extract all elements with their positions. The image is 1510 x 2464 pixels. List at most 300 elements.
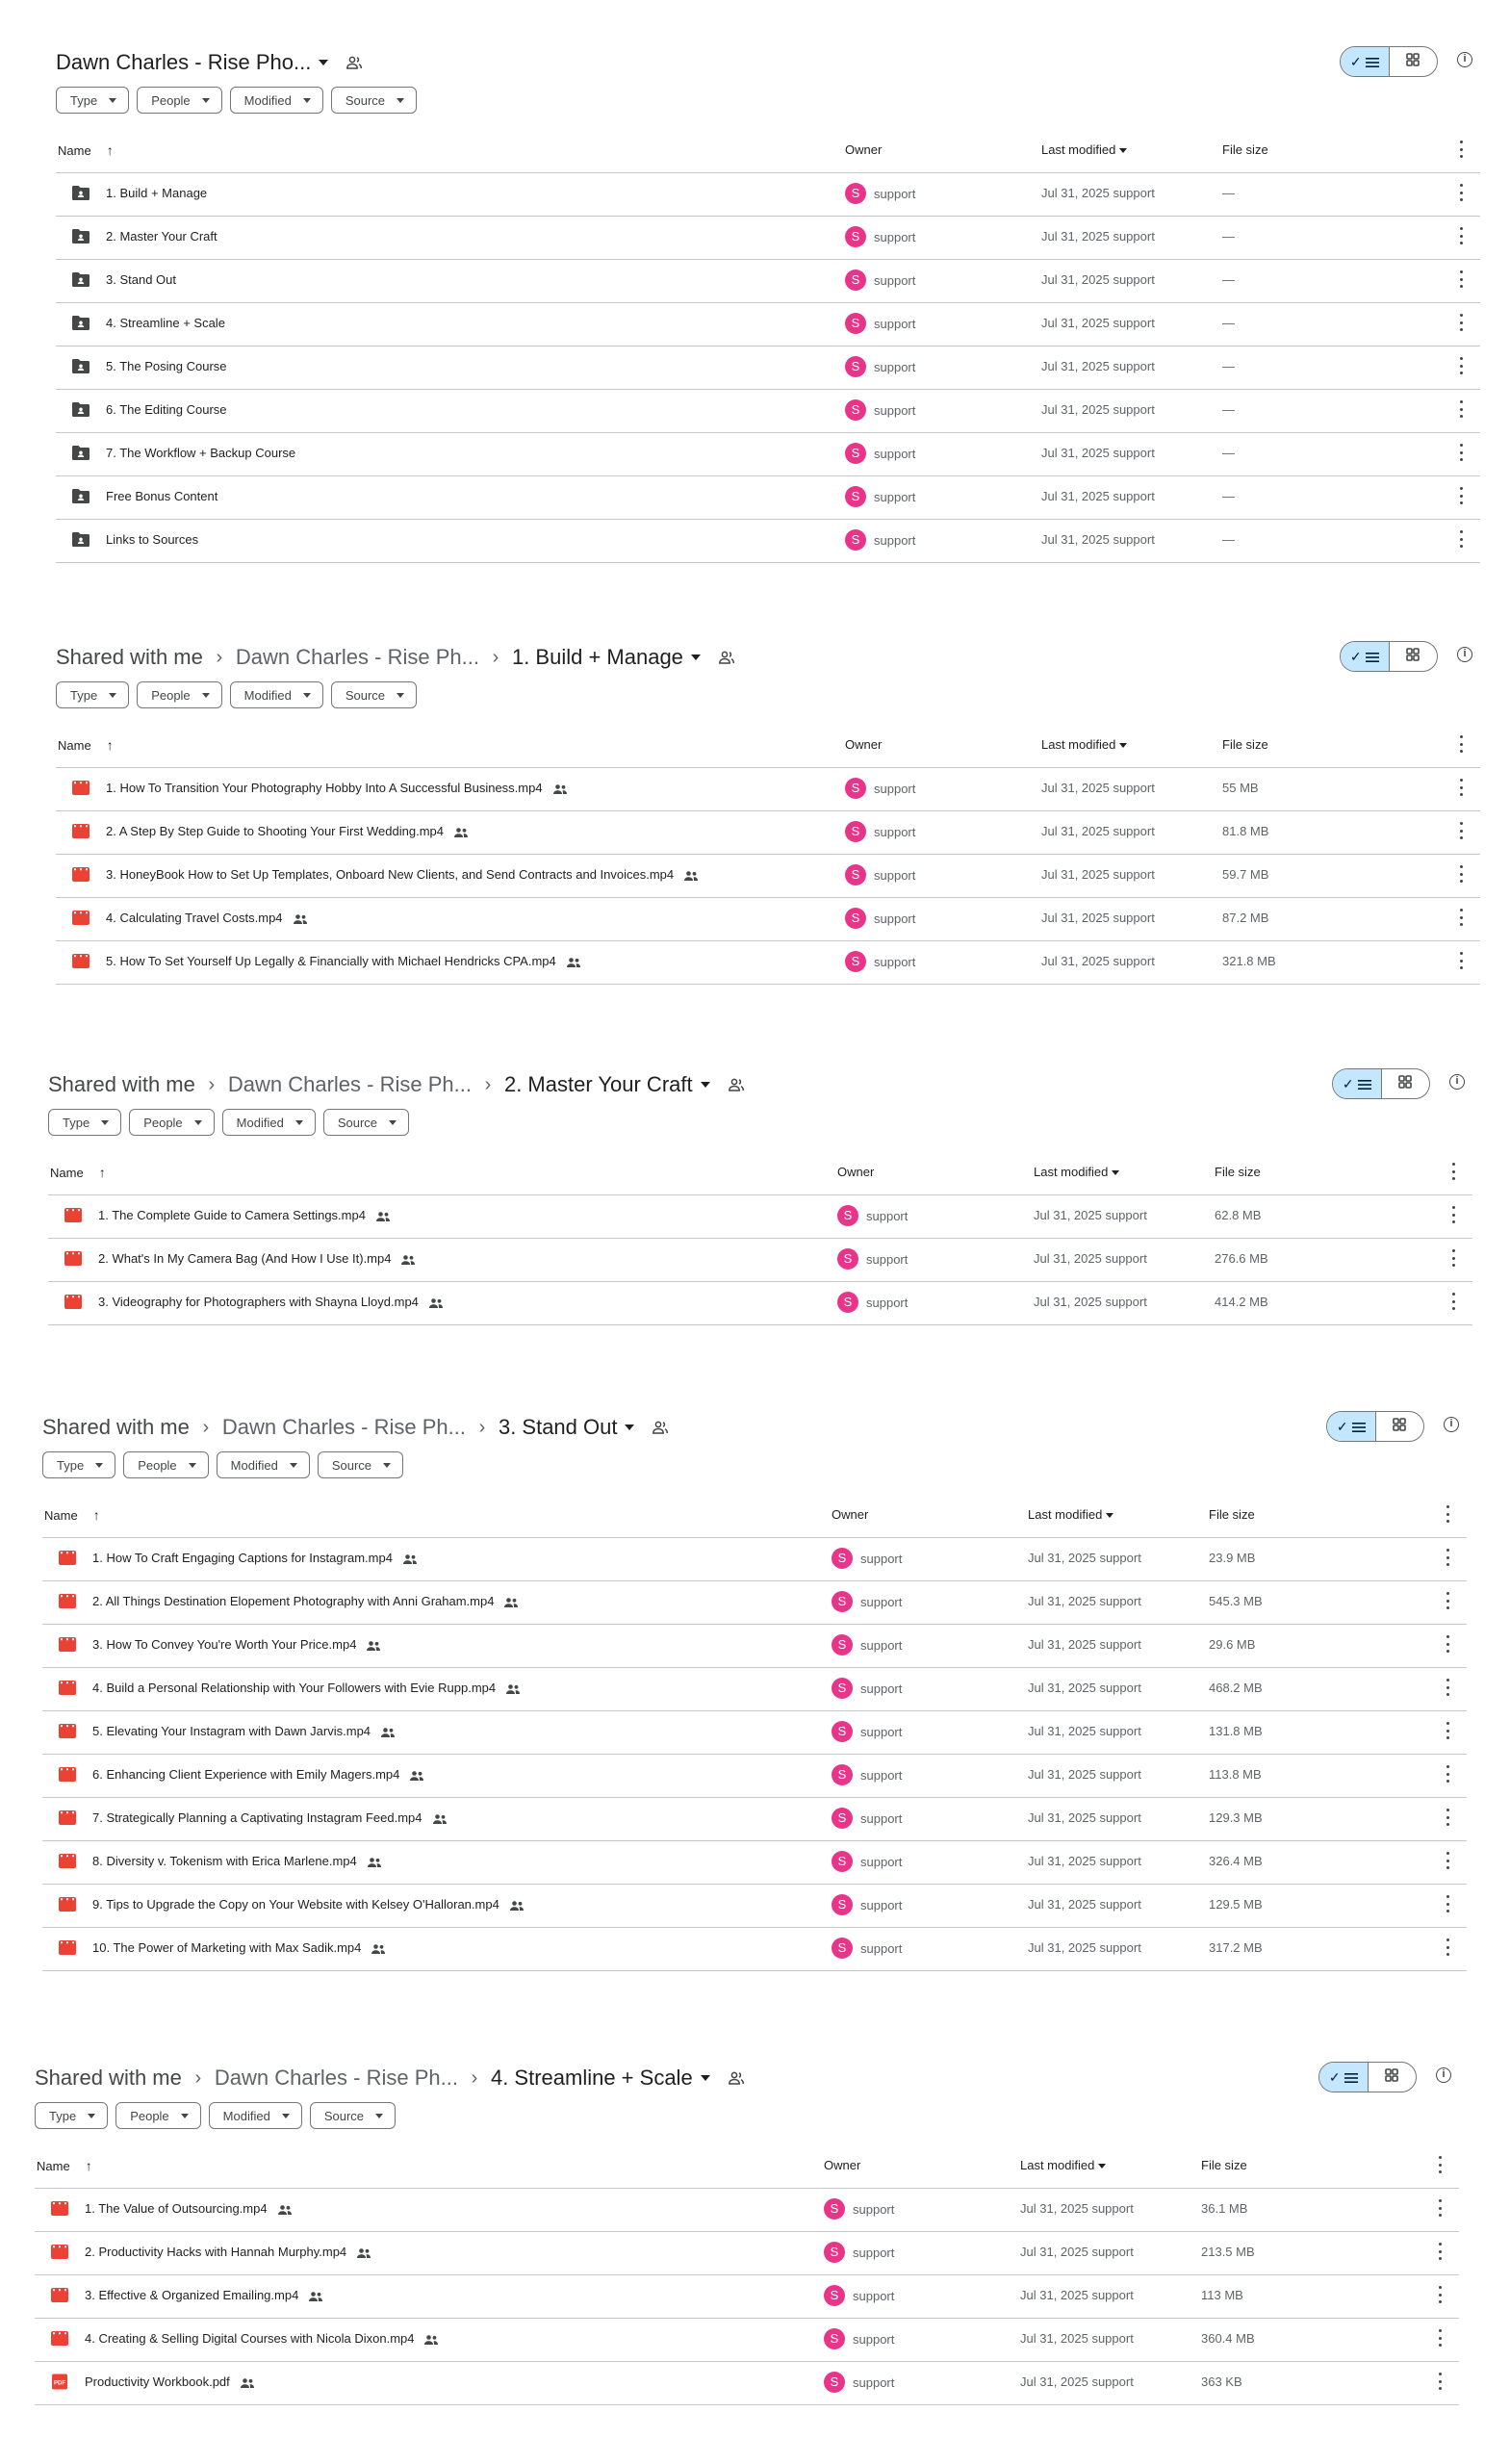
file-name-text: 1. The Value of Outsourcing.mp4: [85, 2201, 268, 2216]
chevron-down-icon: [88, 2114, 95, 2118]
file-name[interactable]: [106, 489, 218, 503]
avatar[interactable]: S: [832, 1634, 853, 1656]
more-actions-icon[interactable]: [1459, 865, 1463, 883]
check-icon: ✓: [1349, 53, 1362, 69]
avatar[interactable]: S: [832, 1894, 853, 1915]
list-view-button[interactable]: [1319, 2063, 1369, 2092]
more-actions-icon[interactable]: [1446, 1549, 1449, 1566]
grid-icon: [1406, 648, 1420, 666]
more-actions-icon[interactable]: [1459, 270, 1463, 288]
file-name[interactable]: [106, 359, 227, 373]
more-actions-icon[interactable]: [1446, 1809, 1449, 1826]
filter-chip-label: People: [151, 92, 191, 108]
chevron-down-icon: [303, 693, 311, 698]
avatar[interactable]: S: [845, 399, 866, 421]
file-name[interactable]: [98, 1251, 416, 1266]
video-icon: [50, 2244, 69, 2260]
file-name[interactable]: [106, 867, 699, 882]
more-actions-icon[interactable]: [1459, 400, 1463, 418]
filter-chip-modified[interactable]: [230, 87, 323, 114]
file-name-text: Links to Sources: [106, 532, 199, 547]
sort-dropdown-icon[interactable]: [1098, 2164, 1106, 2169]
breadcrumb-item[interactable]: Shared with me: [48, 1072, 195, 1096]
column-header-name[interactable]: [50, 1165, 106, 1180]
shared-people-icon: [453, 827, 469, 838]
table-row[interactable]: [35, 2274, 1459, 2319]
last-modified: Jul 31, 2025 support: [1041, 272, 1155, 287]
column-header-name[interactable]: [58, 142, 114, 158]
table-row[interactable]: [48, 1194, 1472, 1239]
table-row[interactable]: [35, 2361, 1459, 2405]
avatar[interactable]: S: [837, 1292, 858, 1313]
shared-folder-people-icon: [718, 650, 735, 665]
video-icon: [58, 1766, 77, 1783]
file-name[interactable]: [98, 1208, 391, 1222]
owner-name: support: [874, 824, 916, 839]
filter-chip-people[interactable]: [137, 681, 221, 708]
list-view-button[interactable]: [1341, 47, 1390, 76]
list-icon: [1362, 54, 1379, 69]
table-row[interactable]: [35, 2188, 1459, 2232]
info-icon[interactable]: i: [1449, 1074, 1465, 1090]
column-header-file-size[interactable]: File size: [1215, 1165, 1261, 1179]
shared-people-icon: [380, 1727, 396, 1738]
folder-menu-dropdown-icon[interactable]: [701, 2075, 710, 2081]
filter-chip-type[interactable]: [35, 2102, 108, 2129]
more-actions-icon[interactable]: [1459, 952, 1463, 969]
more-actions-icon[interactable]: [1446, 1679, 1449, 1696]
more-actions-icon[interactable]: [1459, 530, 1463, 548]
check-icon: ✓: [1342, 1075, 1354, 1091]
sort-arrow-up-icon[interactable]: ↑: [106, 737, 114, 753]
shared-folder-people-icon: [652, 1420, 669, 1435]
table-row[interactable]: [42, 1624, 1467, 1668]
list-view-button[interactable]: [1333, 1069, 1382, 1098]
filter-chip-modified[interactable]: [217, 1451, 310, 1478]
last-modified: Jul 31, 2025 support: [1041, 954, 1155, 968]
owner-name: support: [853, 2201, 895, 2217]
file-name-text: 4. Calculating Travel Costs.mp4: [106, 911, 283, 925]
owner-name: support: [860, 1724, 903, 1739]
file-name[interactable]: [85, 2331, 439, 2346]
video-icon: [64, 1250, 83, 1267]
table-row[interactable]: [56, 302, 1480, 346]
file-name-text: 7. The Workflow + Backup Course: [106, 446, 296, 460]
shared-people-icon: [308, 2291, 323, 2302]
table-row[interactable]: [42, 1884, 1467, 1928]
filter-chip-type[interactable]: [56, 87, 129, 114]
column-header-last-modified[interactable]: [1041, 737, 1127, 752]
table-row[interactable]: [56, 346, 1480, 390]
breadcrumb-item[interactable]: Shared with me: [56, 645, 203, 669]
avatar[interactable]: S: [845, 951, 866, 972]
grid-view-button[interactable]: [1376, 1412, 1424, 1441]
avatar[interactable]: S: [824, 2198, 845, 2220]
breadcrumb-item[interactable]: Dawn Charles - Rise Ph...: [235, 645, 479, 669]
file-size: —: [1222, 229, 1235, 244]
info-icon[interactable]: i: [1444, 1417, 1459, 1432]
avatar[interactable]: S: [845, 356, 866, 377]
shared-folder-icon: [71, 358, 90, 374]
avatar[interactable]: S: [845, 864, 866, 886]
file-name[interactable]: [106, 954, 581, 968]
column-header-last-modified[interactable]: [1020, 2158, 1106, 2172]
avatar[interactable]: S: [832, 1721, 853, 1742]
table-row[interactable]: [56, 810, 1480, 855]
chevron-down-icon: [202, 693, 210, 698]
more-actions-icon[interactable]: [1438, 2373, 1442, 2390]
more-actions-icon[interactable]: [1459, 314, 1463, 331]
file-name-text: 1. How To Craft Engaging Captions for Instagram.mp4: [92, 1551, 393, 1565]
more-actions-icon[interactable]: [1459, 227, 1463, 244]
breadcrumb-item[interactable]: Dawn Charles - Rise Ph...: [221, 1415, 466, 1439]
sort-dropdown-icon[interactable]: [1112, 1170, 1119, 1175]
table-row[interactable]: [42, 1537, 1467, 1581]
chevron-down-icon: [282, 2114, 290, 2118]
file-name[interactable]: [85, 2288, 323, 2302]
more-actions-icon[interactable]: [1438, 2286, 1442, 2303]
avatar[interactable]: S: [832, 1808, 853, 1829]
avatar[interactable]: S: [824, 2242, 845, 2263]
filter-chip-label: People: [143, 1115, 183, 1130]
breadcrumb-item[interactable]: Shared with me: [35, 2066, 182, 2090]
more-actions-icon[interactable]: [1446, 1635, 1449, 1653]
filter-chip-modified[interactable]: [222, 1109, 316, 1136]
list-view-button[interactable]: [1341, 642, 1390, 671]
chevron-down-icon: [194, 1120, 202, 1125]
shared-people-icon: [402, 1553, 418, 1565]
file-name[interactable]: [106, 316, 225, 330]
video-icon: [58, 1723, 77, 1739]
sort-dropdown-icon[interactable]: [1119, 743, 1127, 748]
table-row[interactable]: [56, 216, 1480, 260]
owner-name: support: [874, 489, 916, 504]
current-folder-title[interactable]: Dawn Charles - Rise Pho...: [56, 50, 312, 74]
table-row[interactable]: [42, 1710, 1467, 1755]
sort-dropdown-icon[interactable]: [1106, 1513, 1113, 1518]
breadcrumb: [35, 2066, 745, 2091]
table-row[interactable]: [42, 1840, 1467, 1885]
avatar[interactable]: S: [837, 1248, 858, 1270]
grid-view-button[interactable]: [1382, 1069, 1430, 1098]
sort-arrow-up-icon[interactable]: ↑: [98, 1165, 106, 1180]
column-header-label: Last modified: [1041, 142, 1116, 157]
filter-chip-people[interactable]: [123, 1451, 208, 1478]
shared-folder-icon: [71, 488, 90, 504]
column-header-file-size[interactable]: File size: [1201, 2158, 1247, 2172]
pdf-icon: [50, 2374, 69, 2390]
file-size: —: [1222, 402, 1235, 417]
more-actions-icon[interactable]: [1446, 1938, 1449, 1956]
column-header-last-modified[interactable]: [1034, 1165, 1119, 1179]
avatar[interactable]: S: [832, 1851, 853, 1872]
file-name[interactable]: [106, 532, 198, 547]
file-name[interactable]: [106, 446, 295, 460]
table-row[interactable]: [42, 1927, 1467, 1971]
table-row[interactable]: [56, 519, 1480, 563]
file-name[interactable]: [106, 824, 469, 838]
column-header-owner[interactable]: Owner: [845, 142, 883, 157]
file-name[interactable]: [92, 1681, 521, 1695]
grid-view-button[interactable]: [1390, 47, 1438, 76]
file-name[interactable]: [106, 781, 568, 795]
more-actions-icon[interactable]: [1459, 444, 1463, 461]
avatar[interactable]: S: [845, 226, 866, 247]
column-header-owner[interactable]: Owner: [845, 737, 883, 752]
info-icon[interactable]: i: [1457, 52, 1472, 67]
file-name[interactable]: [92, 1767, 424, 1782]
sort-arrow-up-icon[interactable]: ↑: [106, 142, 114, 158]
folder-menu-dropdown-icon[interactable]: [625, 1424, 634, 1430]
more-actions-icon[interactable]: [1451, 1293, 1455, 1310]
breadcrumb-item[interactable]: Dawn Charles - Rise Ph...: [214, 2066, 458, 2090]
folder-menu-dropdown-icon[interactable]: [701, 1082, 710, 1088]
column-header-name[interactable]: [44, 1507, 100, 1523]
more-actions-icon[interactable]: [1459, 357, 1463, 374]
avatar[interactable]: S: [824, 2372, 845, 2393]
avatar[interactable]: S: [845, 313, 866, 334]
file-size: —: [1222, 186, 1235, 200]
more-actions-icon[interactable]: [1446, 1765, 1449, 1783]
shared-people-icon: [423, 2334, 439, 2346]
file-name[interactable]: [92, 1551, 418, 1565]
file-name[interactable]: [92, 1940, 386, 1955]
table-row[interactable]: [56, 259, 1480, 303]
filter-chip-label: Modified: [222, 2108, 270, 2123]
more-actions-icon[interactable]: [1459, 909, 1463, 926]
table-row[interactable]: [56, 432, 1480, 476]
folder-menu-dropdown-icon[interactable]: [691, 654, 701, 660]
more-actions-icon[interactable]: [1459, 822, 1463, 839]
avatar[interactable]: S: [845, 778, 866, 799]
table-row[interactable]: [42, 1754, 1467, 1798]
sort-arrow-up-icon[interactable]: ↑: [85, 2158, 92, 2173]
owner-cell: [837, 1205, 908, 1226]
avatar[interactable]: S: [832, 1678, 853, 1699]
owner-name: support: [860, 1940, 903, 1956]
table-row[interactable]: [48, 1281, 1472, 1325]
owner-name: support: [874, 316, 916, 331]
more-actions-icon[interactable]: [1438, 2329, 1442, 2347]
owner-cell: [824, 2372, 894, 2393]
svg-text:PDF: PDF: [54, 2380, 65, 2387]
file-name-text: Productivity Workbook.pdf: [85, 2374, 230, 2389]
table-row[interactable]: [35, 2318, 1459, 2362]
owner-cell: [837, 1248, 908, 1270]
avatar[interactable]: S: [824, 2285, 845, 2306]
more-actions-icon[interactable]: [1446, 1592, 1449, 1609]
more-actions-icon[interactable]: [1459, 779, 1463, 796]
avatar[interactable]: S: [832, 1938, 853, 1959]
file-name[interactable]: [106, 186, 207, 200]
more-actions-icon[interactable]: [1446, 1895, 1449, 1912]
file-name[interactable]: [106, 272, 176, 287]
chevron-down-icon: [397, 693, 404, 698]
last-modified: Jul 31, 2025 support: [1028, 1551, 1141, 1565]
column-header-name[interactable]: [37, 2158, 92, 2173]
file-name[interactable]: [92, 1637, 381, 1652]
column-options-icon[interactable]: [1459, 735, 1463, 753]
sort-dropdown-icon[interactable]: [1119, 148, 1127, 153]
video-icon: [58, 1636, 77, 1653]
filter-chip-people[interactable]: [137, 87, 221, 114]
table-row[interactable]: [56, 767, 1480, 811]
filter-chip-source[interactable]: [323, 1109, 409, 1136]
filter-chip-type[interactable]: [56, 681, 129, 708]
panel-header: [56, 635, 1480, 683]
last-modified: Jul 31, 2025 support: [1028, 1940, 1141, 1955]
filter-chip-source[interactable]: [331, 87, 417, 114]
shared-people-icon: [552, 783, 568, 795]
more-actions-icon[interactable]: [1446, 1722, 1449, 1739]
current-folder-title[interactable]: 4. Streamline + Scale: [490, 2066, 693, 2090]
avatar[interactable]: S: [824, 2328, 845, 2349]
file-name[interactable]: [106, 402, 227, 417]
filter-chip-source[interactable]: [318, 1451, 403, 1478]
file-name[interactable]: [106, 229, 218, 244]
column-options-icon[interactable]: [1459, 141, 1463, 158]
more-actions-icon[interactable]: [1451, 1206, 1455, 1223]
grid-view-button[interactable]: [1390, 642, 1438, 671]
owner-name: support: [860, 1810, 903, 1826]
column-header-file-size[interactable]: File size: [1222, 142, 1268, 157]
table-row[interactable]: [35, 2231, 1459, 2275]
table-row[interactable]: [48, 1238, 1472, 1282]
file-name[interactable]: [85, 2201, 293, 2216]
shared-people-icon: [277, 2204, 293, 2216]
file-name[interactable]: [92, 1594, 519, 1608]
avatar[interactable]: S: [832, 1591, 853, 1612]
info-icon[interactable]: i: [1436, 2067, 1451, 2083]
avatar[interactable]: S: [832, 1764, 853, 1785]
avatar[interactable]: S: [845, 529, 866, 551]
filter-chip-type[interactable]: [42, 1451, 115, 1478]
file-name[interactable]: [85, 2374, 255, 2389]
current-folder-title[interactable]: 1. Build + Manage: [511, 645, 683, 669]
avatar[interactable]: S: [845, 908, 866, 929]
table-row[interactable]: [56, 940, 1480, 985]
column-header-owner[interactable]: Owner: [824, 2158, 861, 2172]
column-header-label: Name: [50, 1166, 84, 1180]
file-name[interactable]: [92, 1897, 525, 1912]
table-row[interactable]: [56, 475, 1480, 520]
last-modified: Jul 31, 2025 support: [1020, 2201, 1134, 2216]
column-options-icon[interactable]: [1451, 1163, 1455, 1180]
file-name[interactable]: [85, 2245, 371, 2259]
panel-header: [56, 40, 1480, 89]
column-header-file-size[interactable]: File size: [1222, 737, 1268, 752]
owner-cell: [832, 1938, 902, 1959]
column-header-label: Last modified: [1041, 737, 1116, 752]
avatar[interactable]: S: [845, 270, 866, 291]
table-row[interactable]: [42, 1797, 1467, 1841]
file-name-text: 5. The Posing Course: [106, 359, 227, 373]
shared-people-icon: [509, 1900, 525, 1912]
filter-chip-people[interactable]: [115, 2102, 200, 2129]
owner-name: support: [860, 1637, 903, 1653]
video-icon: [71, 780, 90, 796]
grid-view-button[interactable]: [1369, 2063, 1417, 2092]
folder-menu-dropdown-icon[interactable]: [319, 60, 328, 65]
table-row[interactable]: [56, 172, 1480, 217]
filter-chip-modified[interactable]: [230, 681, 323, 708]
file-name[interactable]: [92, 1854, 382, 1868]
table-row[interactable]: [42, 1667, 1467, 1711]
file-name[interactable]: [92, 1810, 448, 1825]
column-header-owner[interactable]: Owner: [832, 1507, 869, 1522]
table-row[interactable]: [42, 1580, 1467, 1625]
owner-cell: [845, 486, 915, 507]
filter-chip-type[interactable]: [48, 1109, 121, 1136]
file-name-text: 2. A Step By Step Guide to Shooting Your First Wedding.mp4: [106, 824, 444, 838]
filter-chips: [35, 2102, 403, 2129]
avatar[interactable]: S: [845, 821, 866, 842]
column-header-last-modified[interactable]: [1028, 1507, 1113, 1522]
avatar[interactable]: S: [845, 486, 866, 507]
more-actions-icon[interactable]: [1446, 1852, 1449, 1869]
more-actions-icon[interactable]: [1459, 184, 1463, 201]
file-name[interactable]: [98, 1295, 444, 1309]
more-actions-icon[interactable]: [1451, 1249, 1455, 1267]
more-actions-icon[interactable]: [1459, 487, 1463, 504]
column-header-owner[interactable]: Owner: [837, 1165, 875, 1179]
more-actions-icon[interactable]: [1438, 2199, 1442, 2217]
video-icon: [71, 866, 90, 883]
filter-chip-source[interactable]: [331, 681, 417, 708]
info-icon[interactable]: i: [1457, 647, 1472, 662]
column-options-icon[interactable]: [1446, 1505, 1449, 1523]
filter-chip-modified[interactable]: [209, 2102, 302, 2129]
table-row[interactable]: [56, 389, 1480, 433]
current-folder-title[interactable]: 3. Stand Out: [498, 1415, 618, 1439]
column-options-icon[interactable]: [1438, 2156, 1442, 2173]
file-size: 545.3 MB: [1209, 1594, 1263, 1608]
sort-arrow-up-icon[interactable]: ↑: [92, 1507, 100, 1523]
panel-header: [42, 1405, 1467, 1453]
avatar[interactable]: S: [845, 183, 866, 204]
file-size: 129.5 MB: [1209, 1897, 1263, 1912]
table-row[interactable]: [56, 897, 1480, 941]
last-modified: Jul 31, 2025 support: [1041, 911, 1155, 925]
more-actions-icon[interactable]: [1438, 2243, 1442, 2260]
owner-name: support: [860, 1897, 903, 1912]
breadcrumb-item[interactable]: Dawn Charles - Rise Ph...: [227, 1072, 472, 1096]
list-view-button[interactable]: [1327, 1412, 1376, 1441]
filter-chip-label: Source: [345, 687, 386, 703]
breadcrumb: [48, 1072, 745, 1097]
column-header-last-modified[interactable]: [1041, 142, 1127, 157]
file-name[interactable]: [92, 1724, 396, 1738]
breadcrumb: [42, 1415, 669, 1440]
avatar[interactable]: S: [832, 1548, 853, 1569]
column-header-name[interactable]: [58, 737, 114, 753]
breadcrumb-item[interactable]: Shared with me: [42, 1415, 190, 1439]
filter-chip-label: Modified: [243, 92, 292, 108]
filter-chip-people[interactable]: [129, 1109, 214, 1136]
avatar[interactable]: S: [837, 1205, 858, 1226]
chevron-down-icon: [95, 1463, 103, 1468]
avatar[interactable]: S: [845, 443, 866, 464]
chevron-down-icon: [181, 2114, 189, 2118]
table-row[interactable]: [56, 854, 1480, 898]
column-header-file-size[interactable]: File size: [1209, 1507, 1255, 1522]
shared-folder-people-icon: [728, 2070, 745, 2086]
current-folder-title[interactable]: 2. Master Your Craft: [503, 1072, 693, 1096]
filter-chip-source[interactable]: [310, 2102, 396, 2129]
view-toggle: [1318, 2062, 1417, 2092]
file-name[interactable]: [106, 911, 308, 925]
column-header-label: Name: [58, 143, 91, 158]
